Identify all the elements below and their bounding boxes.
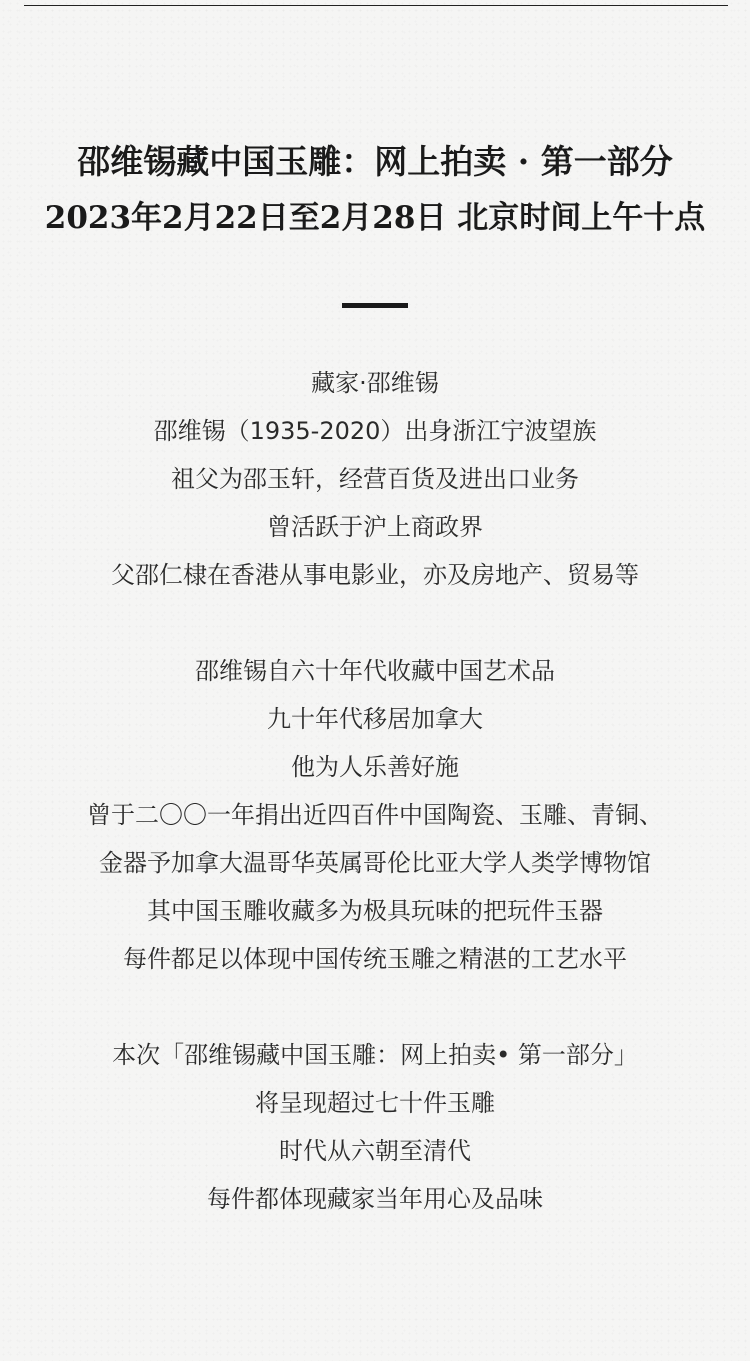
text-line: 邵维锡自六十年代收藏中国艺术品 [195, 657, 555, 685]
text-line: 曾于二〇〇一年捐出近四百件中国陶瓷、玉雕、青铜、 [87, 801, 663, 829]
text-line: 每件都足以体现中国传统玉雕之精湛的工艺水平 [123, 945, 627, 973]
text-line: 每件都体现藏家当年用心及品味 [207, 1185, 543, 1213]
auction-dates: 2023年2月22日至2月28日 北京时间上午十点 [44, 200, 706, 236]
auction-title: 邵维锡藏中国玉雕：网上拍卖 · 第一部分 [77, 142, 673, 181]
text-line: 父邵仁棣在香港从事电影业，亦及房地产、贸易等 [111, 561, 639, 589]
text-line: 邵维锡（1935-2020）出身浙江宁波望族 [153, 417, 597, 445]
top-divider [24, 5, 728, 6]
text-line: 祖父为邵玉轩，经营百货及进出口业务 [171, 465, 579, 493]
text-line: 本次「邵维锡藏中国玉雕：网上拍卖• 第一部分」 [112, 1041, 638, 1069]
text-line: 金器予加拿大温哥华英属哥伦比亚大学人类学博物馆 [99, 849, 651, 877]
text-line: 九十年代移居加拿大 [267, 705, 483, 733]
title-divider [342, 303, 408, 308]
text-line: 将呈现超过七十件玉雕 [255, 1089, 495, 1117]
text-line: 曾活跃于沪上商政界 [267, 513, 483, 541]
collector-heading: 藏家·邵维锡 [311, 369, 439, 397]
text-line: 他为人乐善好施 [291, 753, 459, 781]
text-line: 时代从六朝至清代 [279, 1137, 471, 1165]
text-line: 其中国玉雕收藏多为极具玩味的把玩件玉器 [147, 897, 603, 925]
